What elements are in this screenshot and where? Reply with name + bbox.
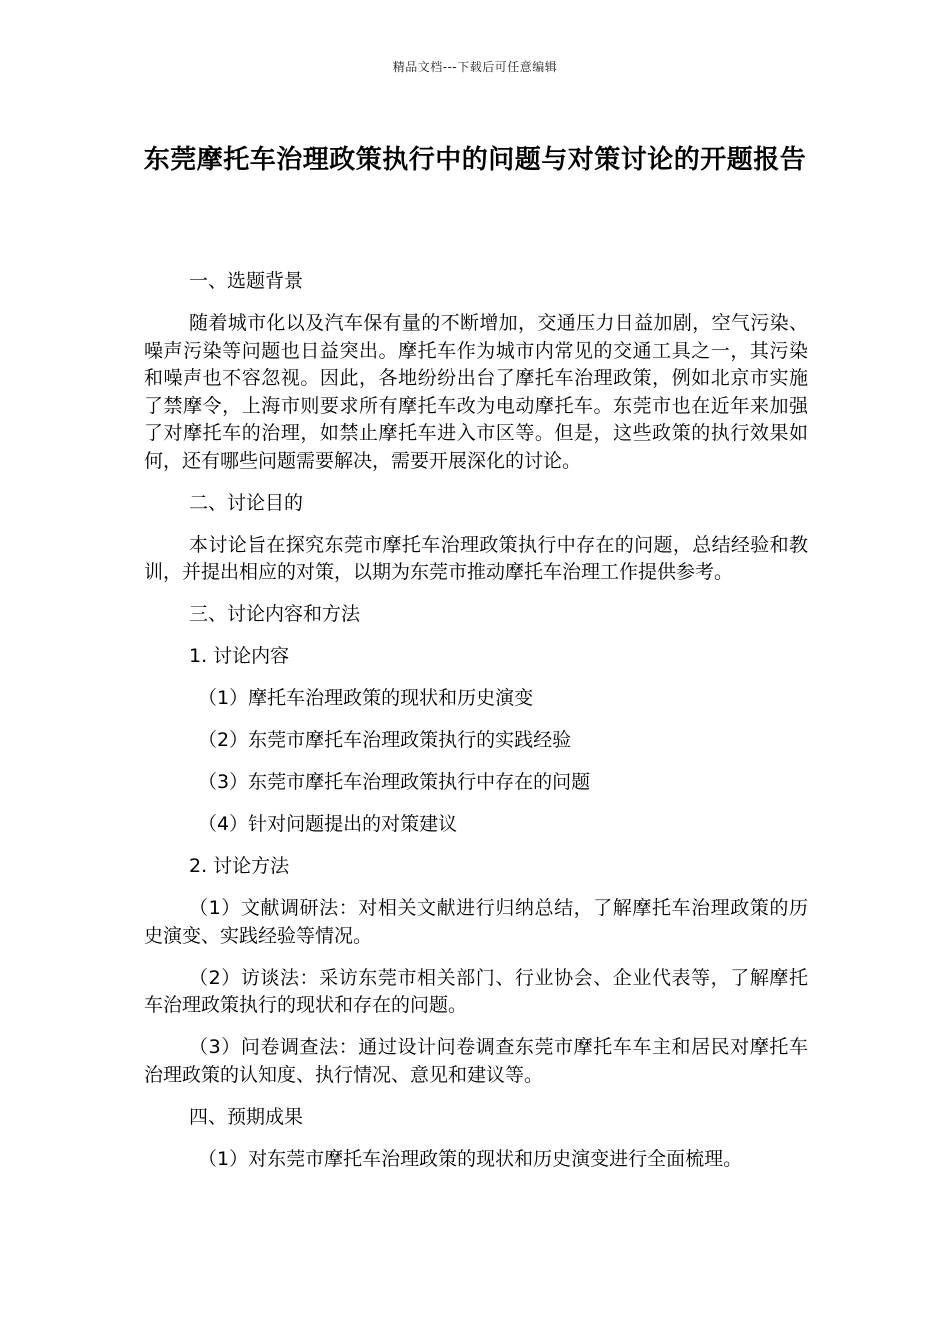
header-note: 精品文档---下载后可任意编辑: [392, 60, 558, 74]
document-title: 东莞摩托车治理政策执行中的问题与对策讨论的开题报告: [143, 145, 807, 175]
method-item: （2）访谈法：采访东莞市相关部门、行业协会、企业代表等，了解摩托车治理政策执行的现状和存在的问题。: [144, 966, 808, 1016]
section-heading-outcomes: 四、预期成果: [189, 1105, 304, 1128]
content-item: （4）针对问题提出的对策建议: [198, 813, 458, 835]
section-heading-content-method: 三、讨论内容和方法: [189, 603, 361, 625]
content-item: （3）东莞市摩托车治理政策执行中存在的问题: [198, 771, 591, 793]
section-heading-purpose: 二、讨论目的: [189, 491, 304, 514]
section-heading-background: 一、选题背景: [189, 270, 304, 292]
subheading-content: 1. 讨论内容: [189, 645, 290, 667]
subheading-method: 2. 讨论方法: [189, 855, 290, 877]
outcome-item: （1）对东莞市摩托车治理政策的现状和历史演变进行全面梳理。: [198, 1147, 743, 1170]
method-item: （3）问卷调查法：通过设计问卷调查东莞市摩托车车主和居民对摩托车治理政策的认知度、执行情况、意见和建议等。: [144, 1036, 808, 1086]
content-item: （1）摩托车治理政策的现状和历史演变: [198, 687, 534, 709]
document-body: [144, 268, 808, 1188]
section-body-background: 随着城市化以及汽车保有量的不断增加，交通压力日益加剧，空气污染、噪声污染等问题也日益突出。摩托车作为城市内常见的交通工具之一，其污染和噪声也不容忽视。因此，各地纷纷出台了摩托车治理政策，例如北京市实施了禁摩令，上海市则要求所有摩托车改为电动摩托车。东莞市也在近年来加强了对摩托车的治理，如禁止摩托车进入市区等。但是，这些政策的执行效果如何，还有哪些问题需要解决，需要开展深化的讨论。: [144, 312, 808, 472]
method-item: （1）文献调研法：对相关文献进行归纳总结，了解摩托车治理政策的历史演变、实践经验等情况。: [144, 897, 808, 947]
content-item: （2）东莞市摩托车治理政策执行的实践经验: [198, 729, 572, 751]
section-body-purpose: 本讨论旨在探究东莞市摩托车治理政策执行中存在的问题，总结经验和教训，并提出相应的对策，以期为东莞市推动摩托车治理工作提供参考。: [144, 533, 808, 583]
